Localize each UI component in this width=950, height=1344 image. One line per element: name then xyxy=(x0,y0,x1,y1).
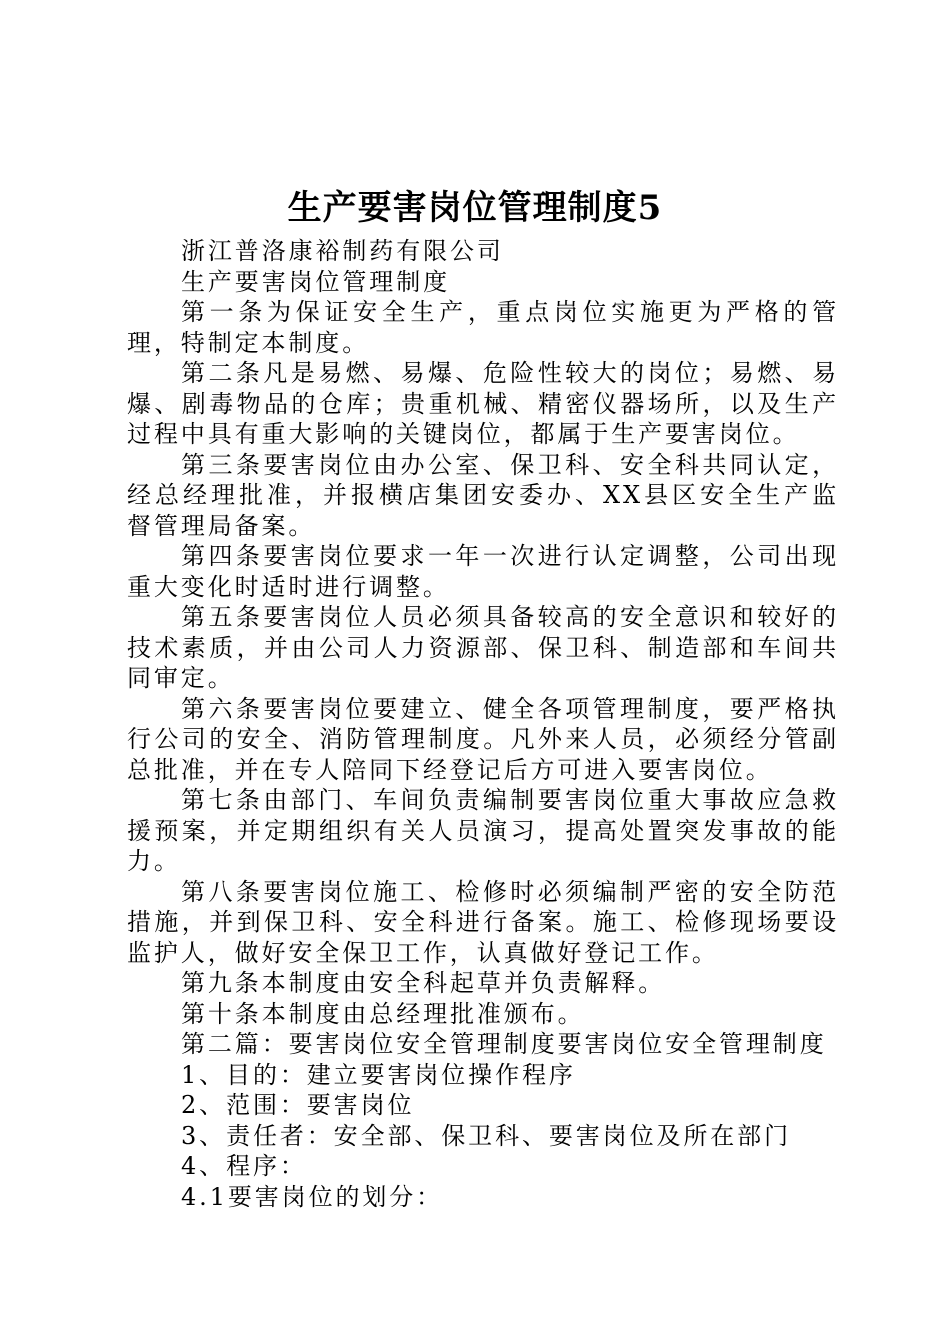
paragraph-article-7: 第七条由部门、车间负责编制要害岗位重大事故应急救援预案，并定期组织有关人员演习，提高处置突发事故的能力。 xyxy=(127,786,839,875)
paragraph-item-2: 2、范围：要害岗位 xyxy=(181,1091,415,1119)
paragraph-item-4: 4、程序： xyxy=(181,1152,307,1180)
paragraph-article-6: 第六条要害岗位要建立、健全各项管理制度，要严格执行公司的安全、消防管理制度。凡外来人员，必须经分管副总批准，并在专人陪同下经登记后方可进入要害岗位。 xyxy=(127,694,839,784)
paragraph-article-5: 第五条要害岗位人员必须具备较高的安全意识和较好的技术素质，并由公司人力资源部、保卫科、制造部和车间共同审定。 xyxy=(127,603,839,692)
document-title: 生产要害岗位管理制度5 xyxy=(287,188,663,228)
paragraph-article-3: 第三条要害岗位由办公室、保卫科、安全科共同认定，经总经理批准，并报横店集团安委办、XX县区安全生产监督管理局备案。 xyxy=(127,450,839,540)
paragraph-article-1: 第一条为保证安全生产，重点岗位实施更为严格的管理，特制定本制度。 xyxy=(127,298,839,357)
paragraph-article-8: 第八条要害岗位施工、检修时必须编制严密的安全防范措施，并到保卫科、安全科进行备案。施工、检修现场要设监护人，做好安全保卫工作，认真做好登记工作。 xyxy=(127,877,839,967)
paragraph-article-2: 第二条凡是易燃、易爆、危险性较大的岗位；易燃、易爆、剧毒物品的仓库；贵重机械、精密仪器场所，以及生产过程中具有重大影响的关键岗位，都属于生产要害岗位。 xyxy=(127,359,839,448)
paragraph-chapter-2-heading: 第二篇：要害岗位安全管理制度要害岗位安全管理制度 xyxy=(181,1030,827,1058)
paragraph-article-10: 第十条本制度由总经理批准颁布。 xyxy=(181,999,585,1028)
paragraph-subtitle: 生产要害岗位管理制度 xyxy=(181,267,450,296)
paragraph-item-3: 3、责任者：安全部、保卫科、要害岗位及所在部门 xyxy=(181,1121,791,1150)
paragraph-item-1: 1、目的：建立要害岗位操作程序 xyxy=(181,1060,576,1089)
paragraph-item-4-1: 4.1要害岗位的划分： xyxy=(181,1182,444,1211)
paragraph-article-4: 第四条要害岗位要求一年一次进行认定调整，公司出现重大变化时适时进行调整。 xyxy=(127,542,839,601)
document-body xyxy=(127,236,839,1212)
paragraph-article-9: 第九条本制度由安全科起草并负责解释。 xyxy=(181,969,666,997)
paragraph-company: 浙江普洛康裕制药有限公司 xyxy=(181,237,504,265)
